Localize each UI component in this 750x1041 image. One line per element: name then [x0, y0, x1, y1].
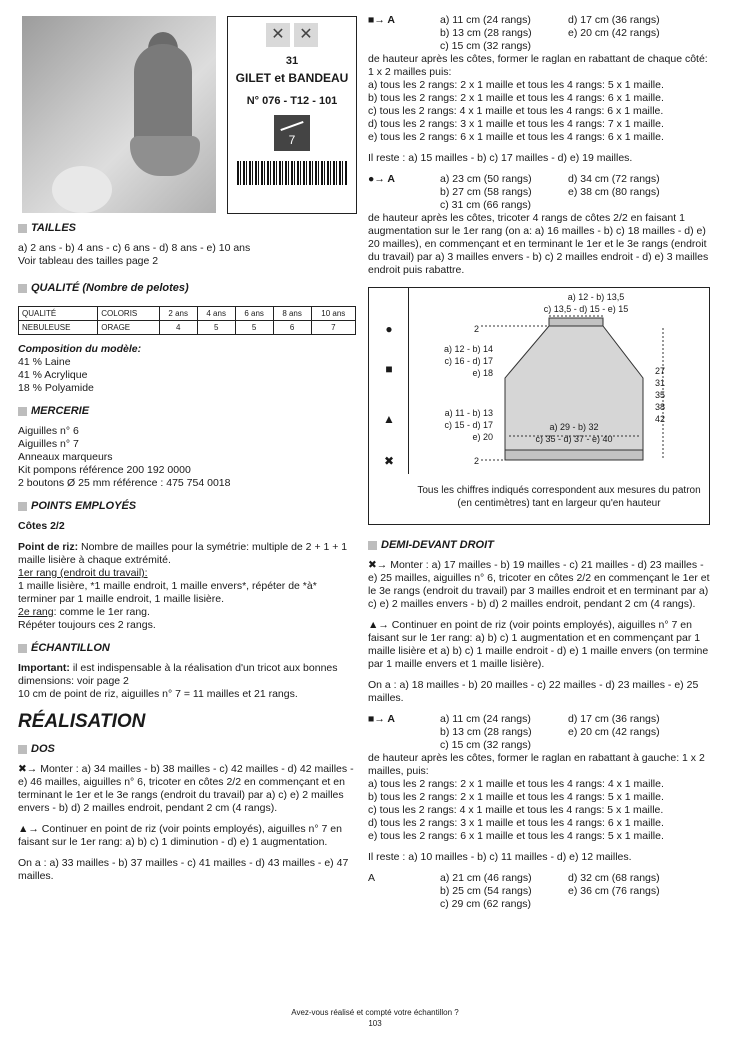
- table-cell: 7: [311, 321, 355, 335]
- product-photo: [22, 16, 216, 213]
- schema-side-label: a) 12 - b) 14: [443, 344, 493, 354]
- table-header-row: [19, 307, 356, 321]
- left-column: [18, 222, 356, 883]
- footer-hint: Avez-vous réalisé et compté votre échantillon ?: [291, 1008, 459, 1017]
- section-points: POINTS EMPLOYÉS: [18, 500, 356, 512]
- dos-paragraph: On a : a) 33 mailles - b) 37 mailles - c) 41 mailles - d) 43 mailles - e) 47 mailles.: [18, 857, 349, 882]
- needles-icon: ✕ ✕: [263, 23, 321, 49]
- rang-repeat: Répéter toujours ces 2 rangs.: [18, 619, 156, 631]
- schema-side-label: a) 11 - b) 13: [444, 408, 493, 418]
- measure: a) 21 cm (46 rangs): [440, 872, 532, 884]
- measure: c) 31 cm (66 rangs): [440, 199, 532, 211]
- schema-height-label: 38: [655, 402, 666, 412]
- schema-top-label: a) 12 - b) 13,5: [567, 292, 625, 302]
- measure: a) 23 cm (50 rangs): [440, 173, 532, 185]
- table-cell: NEBULEUSE: [19, 321, 98, 335]
- table-cell: 2 ans: [159, 307, 197, 321]
- section-dos: DOS: [18, 743, 356, 755]
- raglan-text: de hauteur après les côtes, former le raglan en rabattant de chaque côté: 1 x 2 mailles puis:: [368, 53, 708, 78]
- composition-line: 41 % Laine: [18, 356, 71, 368]
- measure: b) 25 cm (54 rangs): [440, 885, 532, 897]
- measure: e) 20 cm (42 rangs): [568, 726, 660, 738]
- cross-icon: ✖: [383, 454, 395, 468]
- square-icon: ■: [385, 362, 393, 376]
- decrease-line: d) tous les 2 rangs: 3 x 1 maille et tous les 4 rangs: 7 x 1 maille.: [368, 118, 664, 130]
- barcode-icon: [237, 161, 347, 185]
- composition-title: Composition du modèle:: [18, 343, 142, 355]
- table-cell: 6 ans: [235, 307, 273, 321]
- composition-line: 18 % Polyamide: [18, 382, 94, 394]
- table-cell: 6: [273, 321, 311, 335]
- measure: e) 20 cm (42 rangs): [568, 27, 660, 39]
- block-label: ■→ A: [368, 14, 395, 26]
- raglan-text: de hauteur après les côtes, former le raglan en rabattant à gauche: 1 x 2 mailles, puis:: [368, 752, 705, 777]
- reste-line: Il reste : a) 15 mailles - b) c) 17 mailles - d) e) 19 mailles.: [368, 152, 633, 164]
- schema-side-label: e) 20: [472, 432, 493, 442]
- dos-paragraph: ▲→ Continuer en point de riz (voir points employés), aiguilles n° 7 en faisant sur le 1er rang: a) b) c) 1 diminution - d) e) 1 augmentation.: [18, 823, 342, 848]
- block-label: ■→ A: [368, 713, 395, 725]
- page-number: 103: [368, 1019, 382, 1028]
- table-cell: 10 ans: [311, 307, 355, 321]
- pattern-schema: [368, 287, 710, 525]
- mercerie-line: Kit pompons référence 200 192 0000: [18, 464, 191, 476]
- table-row: [19, 321, 356, 335]
- triangle-icon: ▲: [383, 412, 395, 426]
- schema-side-label: c) 16 - d) 17: [444, 356, 493, 366]
- rang1-text: 1 maille lisière, *1 maille endroit, 1 maille envers*, répéter de *à* terminer par 1 maille endroit, 1 maille lisière.: [18, 580, 317, 605]
- table-cell: 4 ans: [197, 307, 235, 321]
- table-cell: 5: [235, 321, 273, 335]
- rib-band: [505, 450, 643, 460]
- pattern-ref: N° 076 - T12 - 101: [246, 95, 338, 107]
- right-column: [368, 14, 710, 911]
- measure: b) 13 cm (28 rangs): [440, 726, 532, 738]
- schema-side-label: e) 18: [472, 368, 493, 378]
- measure: a) 11 cm (24 rangs): [440, 14, 531, 26]
- needle-size-icon: [274, 115, 310, 151]
- decrease-line: e) tous les 2 rangs: 6 x 1 maille et tous les 4 rangs: 5 x 1 maille.: [368, 830, 664, 842]
- decrease-line: b) tous les 2 rangs: 2 x 1 maille et tous les 4 rangs: 5 x 1 maille.: [368, 791, 664, 803]
- schema-top-label: c) 13,5 - d) 15 - e) 15: [543, 304, 629, 314]
- schema-width-label: c) 35 - d) 37 - e) 40: [535, 434, 613, 444]
- measure: a) 11 cm (24 rangs): [440, 713, 531, 725]
- measure: b) 27 cm (58 rangs): [440, 186, 532, 198]
- section-qualite: QUALITÉ (Nombre de pelotes): [18, 282, 356, 294]
- pattern-number: 31: [285, 55, 299, 67]
- section-echantillon: ÉCHANTILLON: [18, 642, 356, 654]
- photo-child-skirt: [130, 136, 200, 176]
- demi-paragraph: ✖→ Monter : a) 17 mailles - b) 19 mailles - c) 21 mailles - d) 23 mailles - e) 25 mailles, aiguilles n° 6, tricoter en côtes 2/2 en commençant le 1er et le 3e rangs (endroit du travail) par 3 mailles endroit et en terminant par a) c) e) 2 mailles envers - b) d) 2 mailles endroit, pendant 2 cm (4 rangs).: [368, 559, 710, 610]
- decrease-line: a) tous les 2 rangs: 2 x 1 maille et tous les 4 rangs: 5 x 1 maille.: [368, 79, 664, 91]
- section-mercerie: MERCERIE: [18, 405, 356, 417]
- mercerie-line: 2 boutons Ø 25 mm référence : 475 754 0018: [18, 477, 231, 489]
- measure: e) 36 cm (76 rangs): [568, 885, 660, 897]
- table-cell: 5: [197, 321, 235, 335]
- mercerie-line: Anneaux marqueurs: [18, 451, 113, 463]
- table-cell: QUALITÉ: [19, 307, 98, 321]
- demi-paragraph: ▲→ Continuer en point de riz (voir points employés), aiguilles n° 7 en faisant sur le 1er rang: a) b) c) 1 augmentation et en commençant par 1 maille lisière et a) b) c) 1 maille endroit - d) e) 1 maille envers (on termine par 1 maille envers et 1 maille lisière).: [368, 619, 709, 670]
- demi-paragraph: On a : a) 18 mailles - b) 20 mailles - c) 22 mailles - d) 23 mailles - e) 25 mailles.: [368, 679, 699, 704]
- block-label: A: [368, 872, 376, 884]
- measure: d) 34 cm (72 rangs): [568, 173, 660, 185]
- pattern-card: [227, 16, 357, 214]
- schema-note: Tous les chiffres indiqués correspondent aux mesures du patron (en centimètres) tant en largeur qu'en hauteur: [417, 485, 701, 509]
- schema-height-label: 42: [655, 414, 666, 424]
- schema-height-label: 35: [655, 390, 666, 400]
- block-b: [368, 173, 710, 212]
- schema-height-label: 27: [655, 366, 666, 376]
- measure: d) 17 cm (36 rangs): [568, 14, 660, 26]
- section-tailles: TAILLES: [18, 222, 356, 234]
- echantillon-gauge: 10 cm de point de riz, aiguilles n° 7 = 11 mailles et 21 rangs.: [18, 688, 298, 700]
- decrease-line: e) tous les 2 rangs: 6 x 1 maille et tous les 4 rangs: 6 x 1 maille.: [368, 131, 664, 143]
- collar-band: [549, 318, 603, 326]
- riz-paragraph: Point de riz: Nombre de mailles pour la symétrie: multiple de 2 + 1 + 1 maille lisière à chaque extrémité.: [18, 541, 348, 566]
- decrease-line: d) tous les 2 rangs: 3 x 1 maille et tous les 4 rangs: 6 x 1 maille.: [368, 817, 664, 829]
- rang1-label: 1er rang (endroit du travail):: [18, 567, 148, 579]
- table-cell: COLORIS: [98, 307, 159, 321]
- block-a: [368, 14, 710, 53]
- schema-width-label: a) 29 - b) 32: [549, 422, 599, 432]
- measure: d) 32 cm (68 rangs): [568, 872, 660, 884]
- needle-size: 7: [288, 133, 296, 147]
- decrease-line: a) tous les 2 rangs: 2 x 1 maille et tous les 4 rangs: 4 x 1 maille.: [368, 778, 664, 790]
- measure: c) 15 cm (32 rangs): [440, 739, 532, 751]
- table-cell: 8 ans: [273, 307, 311, 321]
- tailles-line1: a) 2 ans - b) 4 ans - c) 6 ans - d) 8 ans - e) 10 ans: [18, 242, 251, 254]
- measure: c) 15 cm (32 rangs): [440, 40, 532, 52]
- measure: d) 17 cm (36 rangs): [568, 713, 660, 725]
- schema-rib-label: 2: [473, 324, 479, 334]
- schema-height-label: 31: [655, 378, 666, 388]
- block-d: [368, 872, 710, 911]
- table-cell: ORAGE: [98, 321, 159, 335]
- tailles-line2: Voir tableau des tailles page 2: [18, 255, 159, 267]
- schema-rib-label: 2: [473, 456, 479, 466]
- block-label: ●→ A: [368, 173, 395, 185]
- mercerie-line: Aiguilles n° 7: [18, 438, 79, 450]
- reste-line: Il reste : a) 10 mailles - b) c) 11 mailles - d) e) 12 mailles.: [368, 851, 632, 863]
- decrease-line: c) tous les 2 rangs: 4 x 1 maille et tous les 4 rangs: 6 x 1 maille.: [368, 105, 664, 117]
- qualite-table: [18, 306, 356, 335]
- composition-line: 41 % Acrylique: [18, 369, 88, 381]
- mercerie-line: Aiguilles n° 6: [18, 425, 79, 437]
- realisation-title: RÉALISATION: [18, 711, 146, 732]
- photo-fur-stool: [52, 166, 112, 213]
- cotes-title: Côtes 2/2: [18, 520, 65, 532]
- block-c: [368, 713, 710, 752]
- rang2-line: 2e rang: comme le 1er rang.: [18, 606, 150, 618]
- section-demi-devant: DEMI-DEVANT DROIT: [368, 539, 710, 551]
- echantillon-important: Important: il est indispensable à la réalisation d'un tricot aux bonnes dimensions: voir page 2: [18, 662, 338, 687]
- decrease-line: b) tous les 2 rangs: 2 x 1 maille et tous les 4 rangs: 6 x 1 maille.: [368, 92, 664, 104]
- circle-icon: ●: [385, 322, 393, 336]
- pattern-title: GILET et BANDEAU: [235, 71, 349, 85]
- measure: c) 29 cm (62 rangs): [440, 898, 532, 910]
- schema-side-label: c) 15 - d) 17: [444, 420, 493, 430]
- table-cell: 4: [159, 321, 197, 335]
- measure: b) 13 cm (28 rangs): [440, 27, 532, 39]
- col-text: de hauteur après les côtes, tricoter 4 rangs de côtes 2/2 en faisant 1 augmentation sur le 1er rang (on a: a) 16 mailles - b) c) 18 mailles - d) e) 20 mailles), en commençant et en terminant le 1er et le 3e rangs (endroit du travail) par a) 3 mailles envers - b) c) 2 mailles endroit - d) e) 3 mailles endroit puis rabattre.: [368, 212, 709, 276]
- decrease-line: c) tous les 2 rangs: 4 x 1 maille et tous les 4 rangs: 5 x 1 maille.: [368, 804, 664, 816]
- dos-paragraph: ✖→ Monter : a) 34 mailles - b) 38 mailles - c) 42 mailles - d) 42 mailles - e) 46 mailles, aiguilles n° 6, tricoter en côtes 2/2 en commençant et en terminant le 1er et le 3e rangs (endroit du travail) par a) c) e) 2 mailles envers - b) d) 2 mailles endroit, pendant 2 cm (4 rangs).: [18, 763, 354, 814]
- measure: e) 38 cm (80 rangs): [568, 186, 660, 198]
